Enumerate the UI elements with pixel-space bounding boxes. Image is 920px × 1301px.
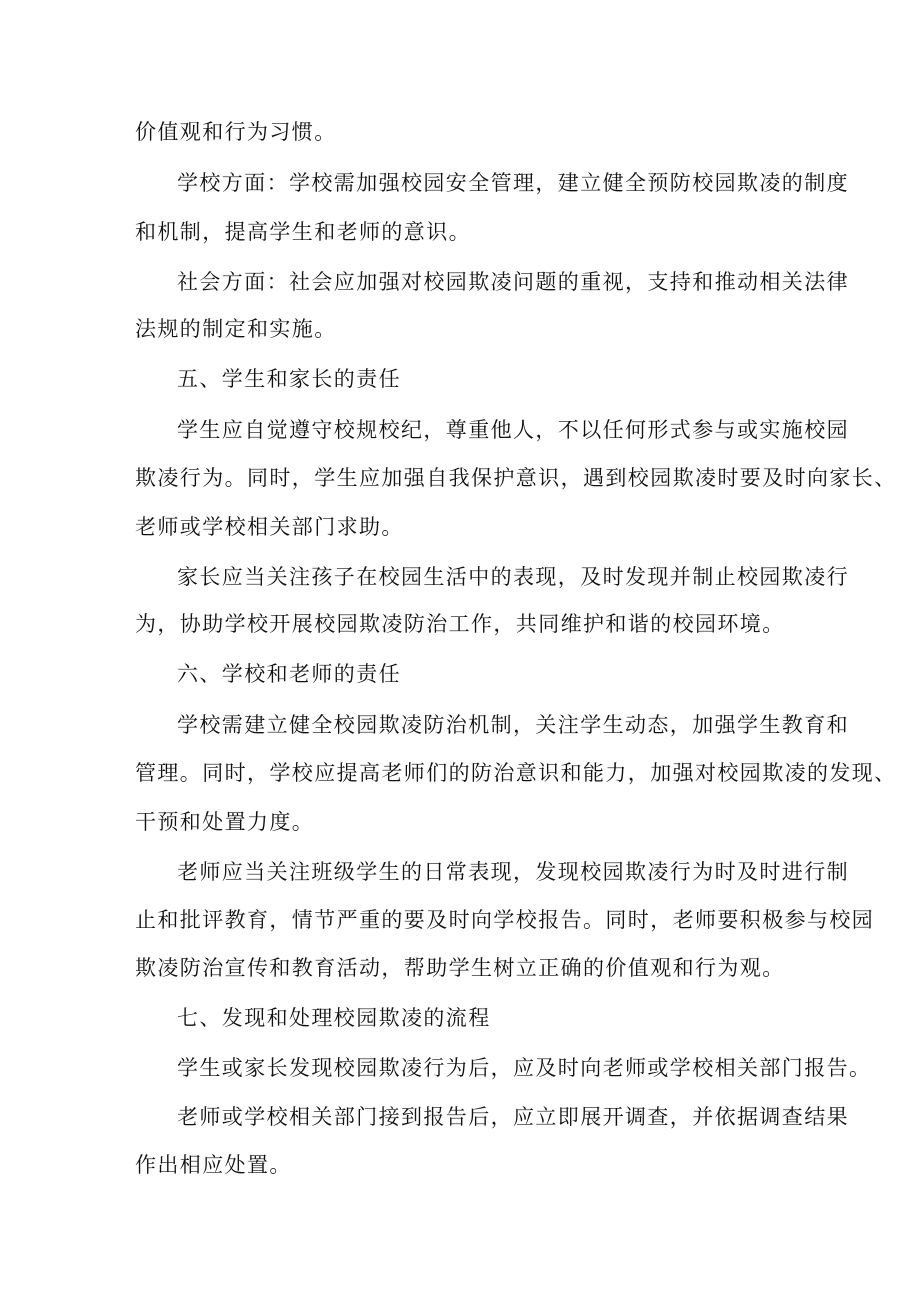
paragraph-parent-responsibility: 家长应当关注孩子在校园生活中的表现，及时发现并制止校园欺凌行 [177,565,849,589]
paragraph-school-aspect: 学校方面：学校需加强校园安全管理，建立健全预防校园欺凌的制度 [177,171,849,195]
text-line: 老师或学校相关部门求助。 [135,515,404,539]
text-line: 价值观和行为习惯。 [135,120,337,144]
paragraph-handling-process: 老师或学校相关部门接到报告后，应立即展开调查，并依据调查结果 [177,1105,849,1129]
paragraph-report-process: 学生或家长发现校园欺凌行为后，应及时向老师或学校相关部门报告。 [177,1056,872,1080]
section-heading-6: 六、学校和老师的责任 [177,662,401,686]
text-line: 欺凌防治宣传和教育活动，帮助学生树立正确的价值观和行为观。 [135,956,785,980]
text-line: 止和批评教育，情节严重的要及时向学校报告。同时，老师要积极参与校园 [135,908,875,932]
paragraph-teacher-responsibility: 老师应当关注班级学生的日常表现，发现校园欺凌行为时及时进行制 [177,860,849,884]
section-heading-7: 七、发现和处理校园欺凌的流程 [177,1006,491,1030]
paragraph-school-responsibility: 学校需建立健全校园欺凌防治机制，关注学生动态，加强学生教育和 [177,713,849,737]
text-line: 和机制，提高学生和老师的意识。 [135,220,471,244]
paragraph-society-aspect: 社会方面：社会应加强对校园欺凌问题的重视，支持和推动相关法律 [177,270,849,294]
text-line: 管理。同时，学校应提高老师们的防治意识和能力，加强对校园欺凌的发现、 [135,761,897,785]
text-line: 欺凌行为。同时，学生应加强自我保护意识，遇到校园欺凌时要及时向家长、 [135,466,897,490]
paragraph-student-responsibility: 学生应自觉遵守校规校纪，尊重他人，不以任何形式参与或实施校园 [177,418,849,442]
text-line: 作出相应处置。 [135,1153,292,1177]
text-line: 法规的制定和实施。 [135,317,337,341]
text-line: 为，协助学校开展校园欺凌防治工作，共同维护和谐的校园环境。 [135,612,785,636]
text-line: 干预和处置力度。 [135,810,315,834]
section-heading-5: 五、学生和家长的责任 [177,367,401,391]
